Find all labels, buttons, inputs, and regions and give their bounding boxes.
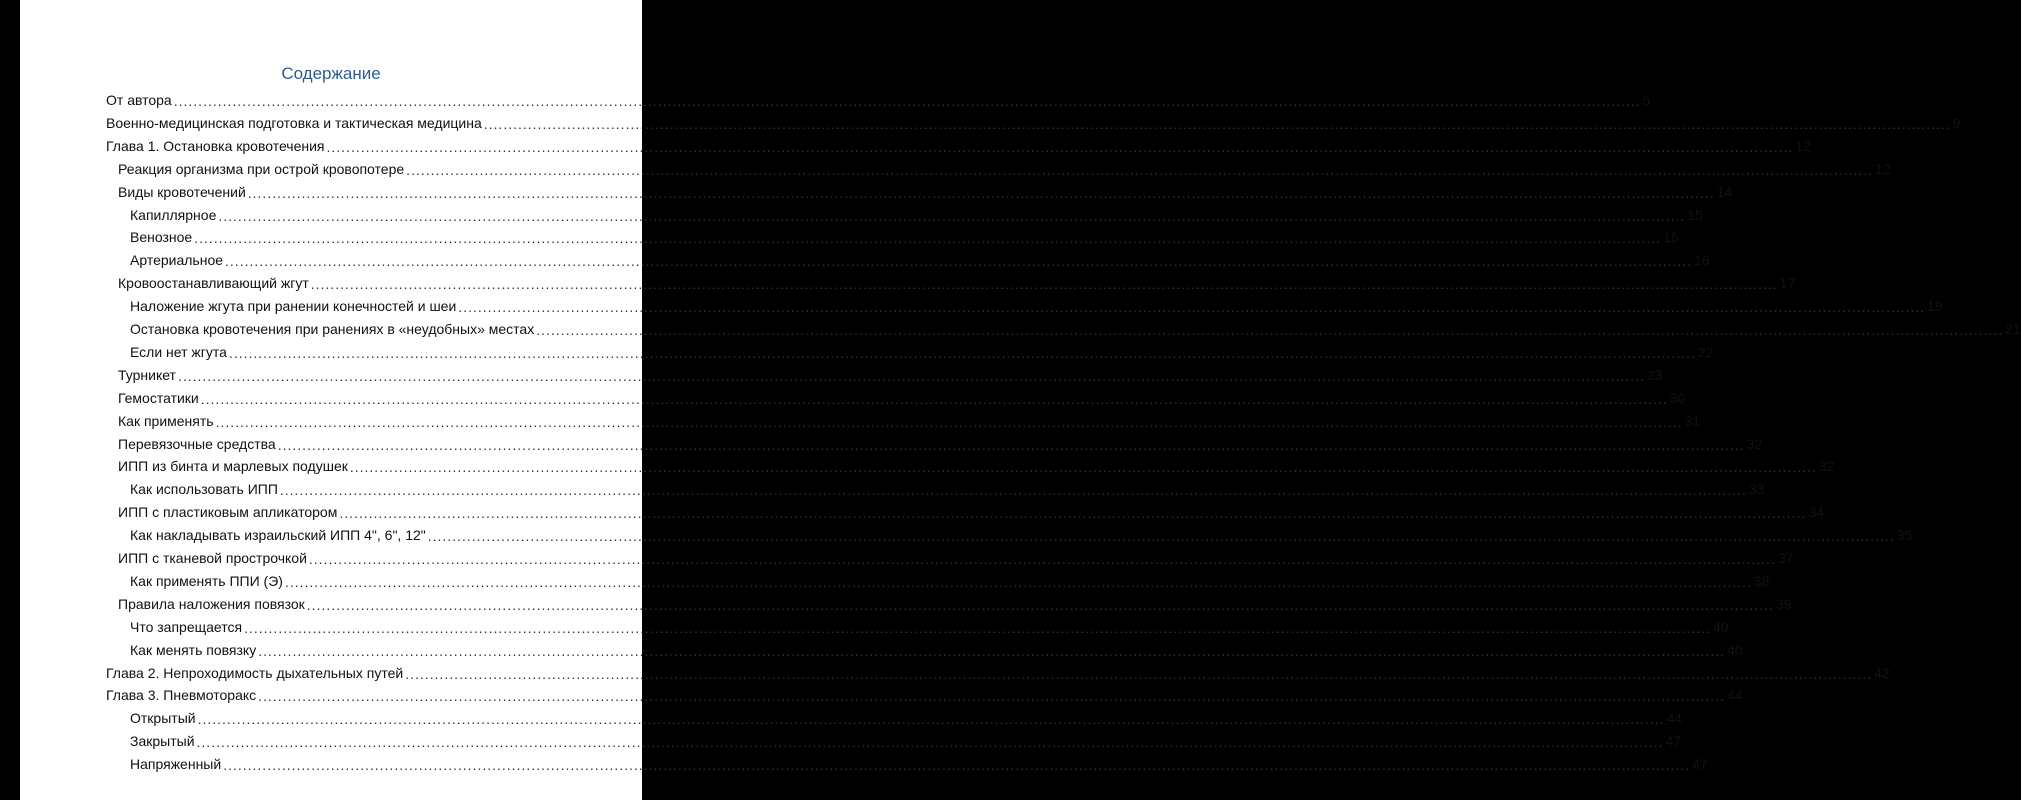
toc-entry-title: Реакция организма при острой кровопотере (118, 160, 405, 177)
toc-entry[interactable] (130, 569, 1770, 590)
toc-dot-leader: ............................................................................................................................................................................................................................................................................................................ (196, 734, 1664, 751)
toc-entry-page: 33 (1748, 481, 1765, 498)
toc-entry-page: 15 (1687, 206, 1703, 223)
toc-entry[interactable] (130, 523, 1913, 545)
toc-entry[interactable] (118, 386, 1686, 407)
toc-dot-leader: ............................................................................................................................................................................................................................................................................................................ (173, 93, 1641, 109)
toc-dot-leader: ............................................................................................................................................................................................................................................................................................................ (405, 665, 1873, 682)
toc-entry[interactable] (130, 752, 1708, 774)
document-page (20, 0, 2021, 800)
toc-entry-title: От автора (106, 92, 172, 108)
toc-dot-leader: ............................................................................................................................................................................................................................................................................................................ (483, 115, 1951, 132)
toc-entry-page: 44 (1727, 687, 1743, 704)
toc-entry-page: 21 (2005, 321, 2021, 337)
toc-entry-page: 34 (1808, 504, 1824, 521)
toc-dot-leader: ............................................................................................................................................................................................................................................................................................................ (223, 757, 1691, 774)
toc-entry-title: Глава 2. Непроходимость дыхательных путей (106, 664, 404, 681)
toc-dot-leader: ............................................................................................................................................................................................................................................................................................................ (349, 459, 1817, 476)
toc-entry[interactable] (118, 271, 1796, 293)
toc-entry-title: Кровоостанавливающий жгут (118, 275, 309, 292)
toc-entry-title: Напряженный (130, 756, 222, 773)
toc-dot-leader: ............................................................................................................................................................................................................................................................................................................ (427, 528, 1895, 545)
toc-entry-title: Гемостатики (118, 389, 199, 406)
toc-entry-page: 32 (1818, 458, 1835, 475)
toc-dot-leader: ............................................................................................................................................................................................................................................................................................................ (339, 505, 1807, 522)
toc-entry[interactable] (118, 409, 1701, 430)
toc-entry-title: Глава 1. Остановка кровотечения (106, 137, 325, 154)
toc-entry-title: Остановка кровотечения при ранениях в «неудобных» местах (130, 321, 535, 337)
toc-entry-page: 15 (1663, 229, 1679, 246)
toc-entry-page: 35 (1896, 527, 1913, 544)
toc-entry-title: Наложение жгута при ранении конечностей и шеи (130, 298, 457, 315)
toc-dot-leader: ............................................................................................................................................................................................................................................................................................................ (177, 367, 1645, 384)
toc-entry-page: 12 (1875, 160, 1891, 177)
toc-dot-leader: ............................................................................................................................................................................................................................................................................................................ (228, 344, 1696, 361)
toc-entry[interactable] (130, 729, 1681, 751)
toc-entry-title: Как менять повязку (130, 641, 257, 658)
toc-entry-title: ИПП из бинта и марлевых подушек (118, 458, 348, 475)
toc-entry[interactable] (130, 294, 1943, 316)
toc-entry[interactable] (106, 134, 1811, 155)
toc-entry-title: Правила наложения повязок (118, 595, 305, 612)
toc-entry-title: ИПП с пластиковым апликатором (118, 504, 338, 521)
toc-dot-leader: ............................................................................................................................................................................................................................................................................................................ (200, 390, 1668, 407)
toc-entry-page: 39 (1775, 595, 1792, 612)
toc-entry-page: 17 (1779, 275, 1796, 292)
toc-entry-page: 44 (1666, 710, 1683, 727)
toc-entry-title: Артериальное (130, 252, 224, 269)
toc-entry[interactable] (118, 500, 1824, 522)
toc-entry-page: 47 (1665, 733, 1681, 750)
toc-entry[interactable] (130, 706, 1683, 728)
toc-entry[interactable] (130, 340, 1714, 361)
toc-entry-page: 12 (1795, 137, 1811, 154)
toc-entry-page: 47 (1692, 756, 1708, 773)
toc-entry-title: Как применять ППИ (Э) (130, 572, 283, 589)
toc-entry[interactable] (106, 683, 1743, 705)
toc-entry-page: 9 (1952, 114, 1961, 131)
toc-dot-leader: ............................................................................................................................................................................................................................................................................................................ (310, 276, 1778, 293)
toc-entry[interactable] (118, 546, 1794, 567)
toc-dot-leader: ............................................................................................................................................................................................................................................................................................................ (194, 230, 1662, 247)
toc-entry-title: Военно-медицинская подготовка и тактическая медицина (106, 114, 482, 131)
toc-entry[interactable] (130, 248, 1710, 270)
toc-dot-leader: ............................................................................................................................................................................................................................................................................................................ (225, 253, 1692, 270)
toc-entry-title: Как накладывать израильский ИПП 4", 6", 12" (130, 527, 426, 544)
toc-entry[interactable] (106, 88, 1651, 109)
toc-entry-title: ИПП с тканевой прострочкой (118, 550, 307, 566)
toc-entry[interactable] (106, 111, 1961, 132)
toc-entry-page: 40 (1713, 618, 1729, 635)
toc-entry-title: Если нет жгута (130, 343, 227, 360)
toc-dot-leader: ............................................................................................................................................................................................................................................................................................................ (458, 299, 1926, 316)
toc-entry[interactable] (130, 317, 2021, 338)
toc-entry-page: 22 (1697, 343, 1714, 360)
toc-entry-page: 32 (1746, 435, 1763, 452)
toc-dot-leader: ............................................................................................................................................................................................................................................................................................................ (258, 688, 1726, 705)
toc-dot-leader: ............................................................................................................................................................................................................................................................................................................ (406, 161, 1874, 178)
toc-dot-leader: ............................................................................................................................................................................................................................................................................................................ (279, 482, 1747, 499)
toc-entry-title: Глава 3. Пневмоторакс (106, 687, 257, 704)
toc-dot-leader: ............................................................................................................................................................................................................................................................................................................ (247, 184, 1715, 201)
toc-entry-page: 42 (1874, 664, 1890, 681)
toc-entry[interactable] (106, 661, 1890, 682)
toc-entry-page: 37 (1777, 550, 1794, 566)
toc-title: Содержание (281, 64, 381, 83)
toc-entry[interactable] (130, 203, 1703, 224)
toc-entry-page: 38 (1753, 572, 1770, 589)
toc-entry-page: 5 (1642, 92, 1651, 108)
toc-dot-leader: ............................................................................................................................................................................................................................................................................................................ (326, 138, 1794, 155)
toc-entry[interactable] (118, 157, 1891, 178)
toc-entry-title: Перевязочные средства (118, 435, 276, 452)
toc-entry-title: Как использовать ИПП (130, 481, 278, 498)
toc-dot-leader: ............................................................................................................................................................................................................................................................................................................ (258, 642, 1726, 659)
toc-entry-page: 40 (1727, 641, 1743, 658)
toc-entry[interactable] (130, 638, 1743, 659)
toc-dot-leader: ............................................................................................................................................................................................................................................................................................................ (218, 207, 1686, 224)
toc-entry-title: Виды кровотечений (118, 183, 246, 200)
toc-dot-leader: ............................................................................................................................................................................................................................................................................................................ (244, 619, 1711, 636)
toc-entry[interactable] (118, 592, 1792, 613)
toc-entry-page: 30 (1669, 389, 1686, 406)
toc-entry-page: 19 (1927, 298, 1943, 315)
toc-entry[interactable] (118, 363, 1663, 384)
toc-dot-leader: ............................................................................................................................................................................................................................................................................................................ (536, 322, 2004, 338)
toc-entry-title: Венозное (130, 229, 193, 246)
toc-dot-leader: ............................................................................................................................................................................................................................................................................................................ (277, 436, 1745, 453)
toc-entry[interactable] (118, 180, 1733, 201)
toc-dot-leader: ............................................................................................................................................................................................................................................................................................................ (308, 551, 1776, 567)
toc-entry[interactable] (130, 225, 1679, 247)
toc-entry-title: Как применять (118, 412, 214, 429)
toc-entry-title: Капиллярное (130, 206, 217, 223)
toc-entry-page: 23 (1646, 366, 1663, 383)
toc-entry[interactable] (130, 477, 1765, 499)
toc-entry[interactable] (118, 432, 1763, 453)
toc-dot-leader: ............................................................................................................................................................................................................................................................................................................ (306, 596, 1774, 613)
toc-entry-title: Турникет (118, 366, 176, 383)
toc-entry-title: Что запрещается (130, 618, 243, 635)
toc-entry-title: Закрытый (130, 733, 195, 750)
toc-entry-page: 16 (1693, 252, 1710, 269)
toc-dot-leader: ............................................................................................................................................................................................................................................................................................................ (284, 573, 1752, 590)
toc-entry-page: 14 (1716, 183, 1733, 200)
toc-entry-title: Открытый (130, 710, 196, 727)
toc-entry[interactable] (130, 615, 1729, 636)
toc-dot-leader: ............................................................................................................................................................................................................................................................................................................ (197, 711, 1665, 728)
toc-entry[interactable] (118, 454, 1835, 476)
toc-dot-leader: ............................................................................................................................................................................................................................................................................................................ (215, 413, 1683, 430)
toc-entry-page: 31 (1684, 412, 1701, 429)
